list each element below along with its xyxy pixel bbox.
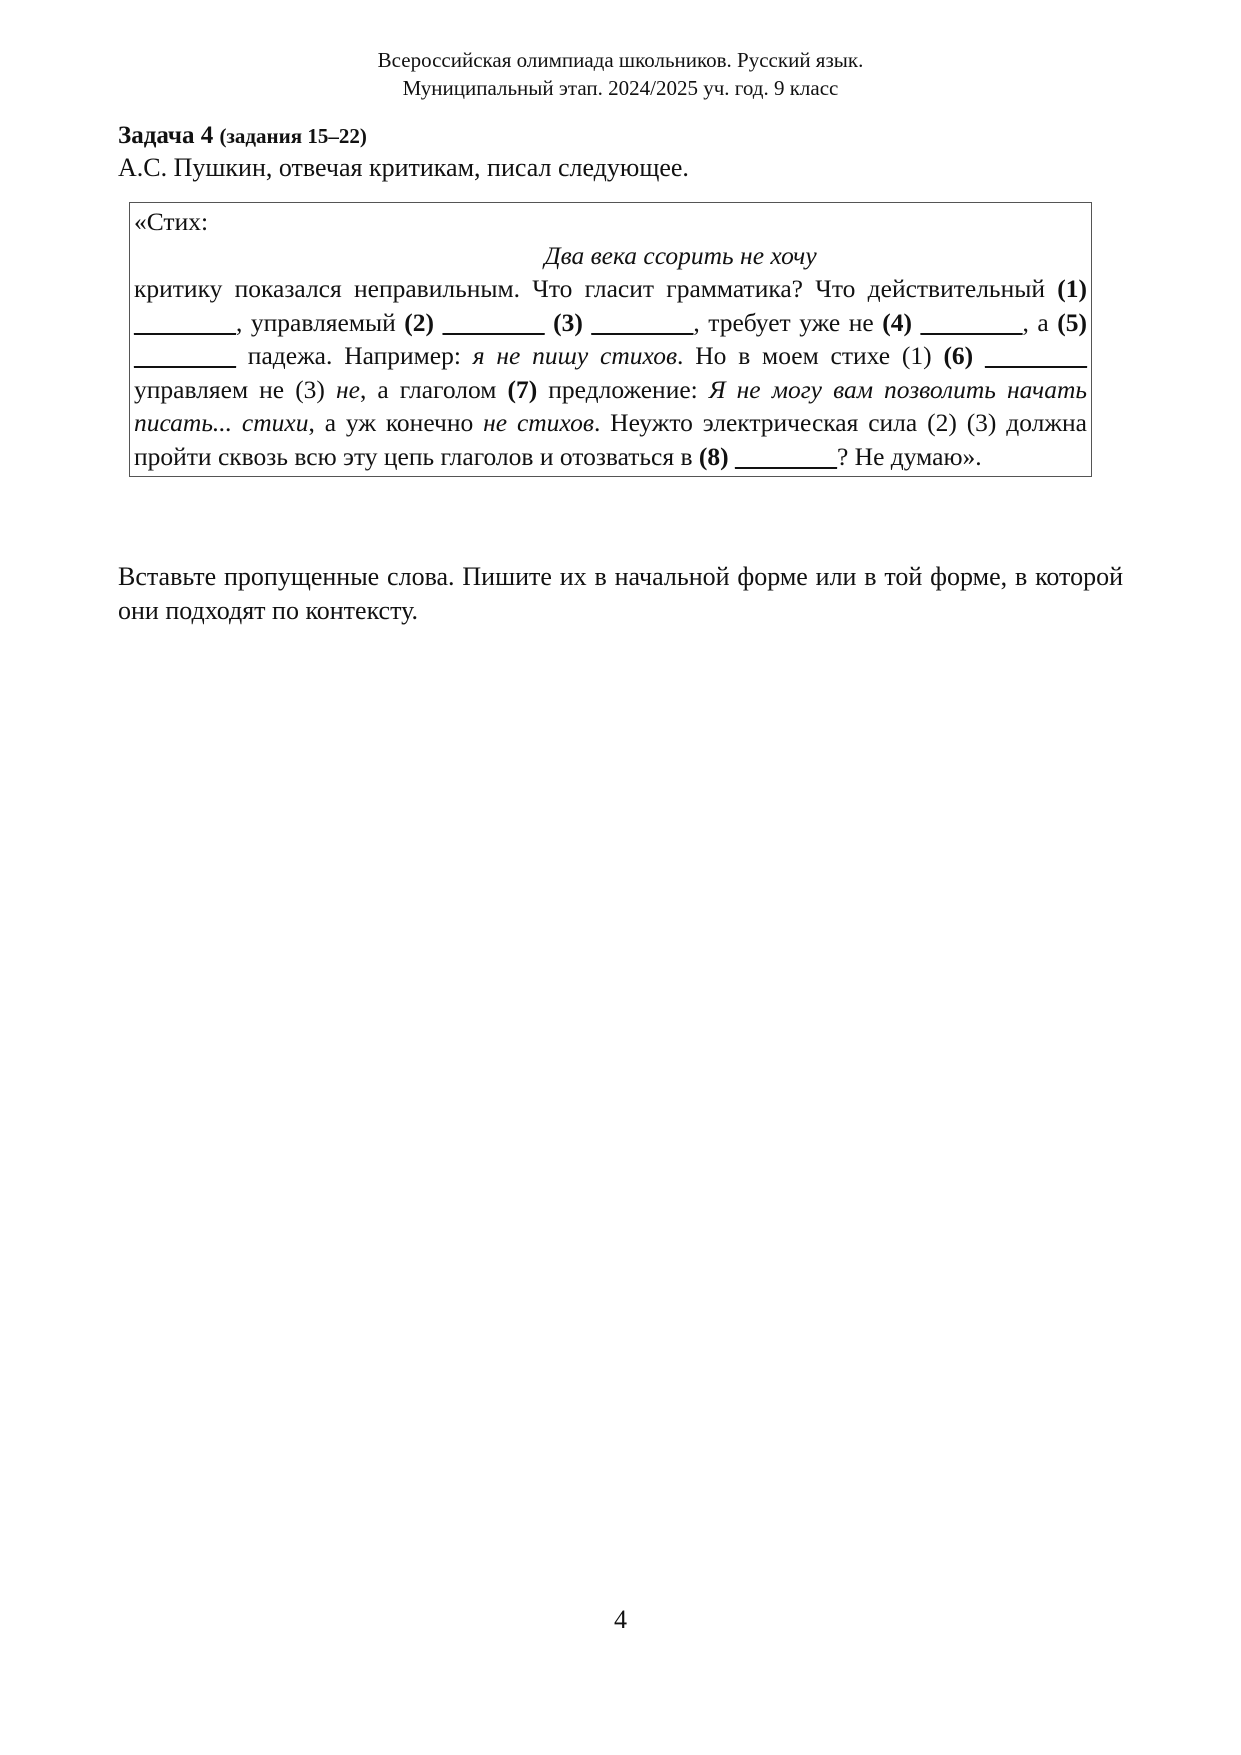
instruction-text: Вставьте пропущенные слова. Пишите их в начальной форме или в той форме, в которой они подходят по контексту. <box>118 562 1123 625</box>
gap-blank-4: ________ <box>920 307 1023 337</box>
quote-text-3 <box>545 308 554 337</box>
header-line-2: Муниципальный этап. 2024/2025 уч. год. 9 класс <box>402 76 839 100</box>
quote-text-8: управляем не (3) <box>134 374 336 404</box>
quote-text-10: предложение: <box>537 374 709 404</box>
gap-marker-2: (2) <box>404 307 435 337</box>
gap-marker-6: (6) <box>943 341 974 370</box>
task-instruction <box>118 560 1123 628</box>
gap-marker-4: (4) <box>882 307 912 337</box>
quote-text-11: , а уж конечно <box>308 408 484 437</box>
quote-text-6: падежа. Например: <box>236 341 473 370</box>
task-title-range: (задания 15–22) <box>219 124 367 148</box>
example-2: не <box>336 374 360 404</box>
page-number: 4 <box>614 1605 627 1634</box>
example-4: не стихов <box>483 408 594 437</box>
example-3: Я не могу вам позволить начать писать... стихи <box>134 374 1087 437</box>
gap-blank-1: ________ <box>134 307 236 337</box>
gap-marker-7: (7) <box>507 374 538 404</box>
quote-text-4: , требует уже не <box>693 307 883 337</box>
quote-text-5: , а <box>1022 307 1058 337</box>
gap-blank-3: ________ <box>591 307 694 337</box>
quote-text-12: . Неужто электрическая сила (2) (3) должна пройти сквозь всю эту цепь глаголов и отозваться в <box>134 408 1087 471</box>
task-title-main: Задача 4 <box>118 122 214 149</box>
quote-box <box>129 202 1092 477</box>
quote-text-2: , управляемый <box>236 307 405 337</box>
gap-blank-2: ________ <box>442 307 545 337</box>
gap-marker-3: (3) <box>553 307 583 337</box>
task-intro: А.С. Пушкин, отвечая критикам, писал следующее. <box>118 153 689 182</box>
quote-verse: Два века ссорить не хочу <box>544 240 817 270</box>
gap-blank-5: ________ <box>134 341 236 370</box>
header-line-1: Всероссийская олимпиада школьников. Русский язык. <box>377 48 864 72</box>
gap-blank-6: ________ <box>984 341 1087 370</box>
task-title <box>118 122 367 150</box>
gap-marker-1: (1) <box>1057 274 1087 303</box>
quote-body <box>134 272 1087 473</box>
quote-text-9: , а глаголом <box>359 374 508 404</box>
gap-marker-8: (8) <box>698 441 729 471</box>
quote-opening: «Стих: <box>134 207 209 236</box>
quote-text-13: ? Не думаю». <box>836 441 982 471</box>
quote-text-1: критику показался неправильным. Что гласит грамматика? Что действительный <box>134 274 1058 303</box>
gap-blank-8: ________ <box>734 441 837 471</box>
page-header <box>0 46 1241 102</box>
quote-text-7: . Но в моем стихе (1) <box>677 341 944 370</box>
example-1: я не пишу стихов <box>472 341 678 370</box>
gap-marker-5: (5) <box>1057 307 1088 337</box>
